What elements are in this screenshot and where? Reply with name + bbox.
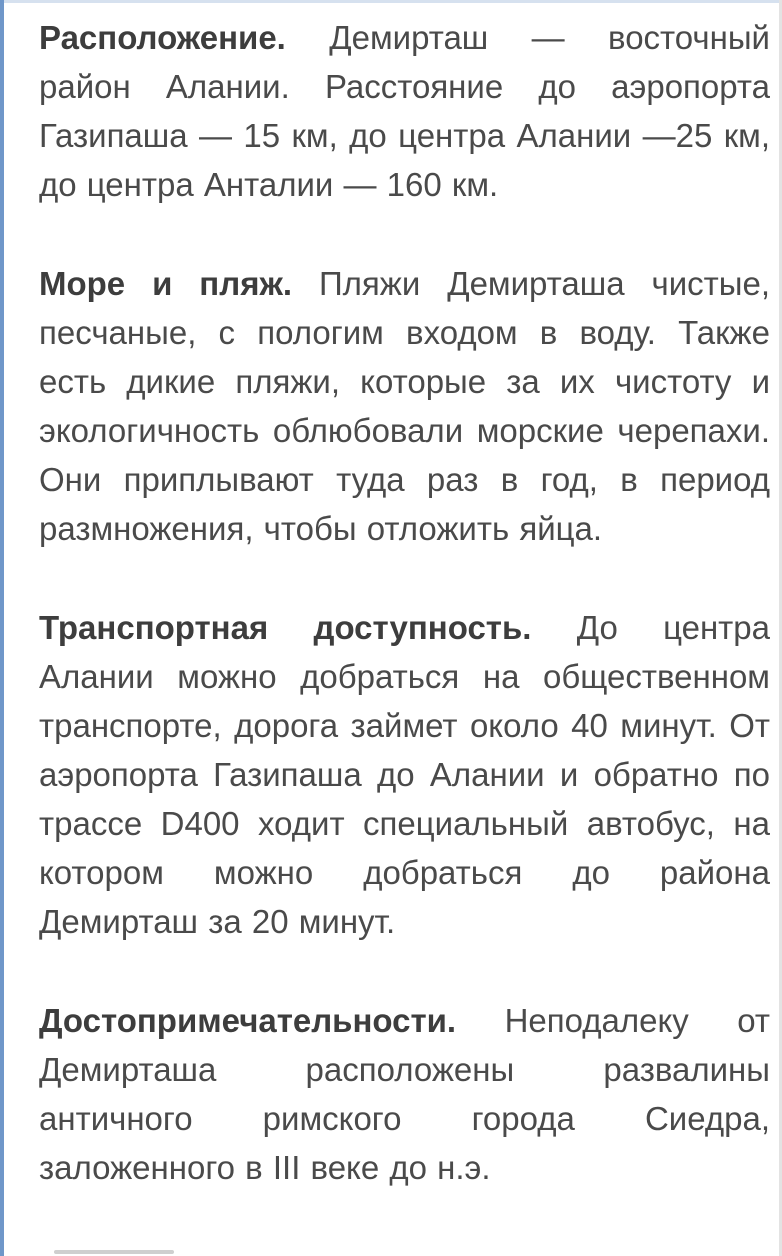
paragraph-text: До центра Алании можно добраться на общественном транспорте, дорога займет около 40 минут. От аэропорта Газипаша до Алании и обратно по трассе D400 ходит специальный автобус, на котором можно добраться до района Демирташ за 20 минут. [39, 609, 771, 940]
cut-off-next-line [54, 1240, 204, 1256]
paragraph-text: Пляжи Демирташа чистые, песчаные, с пологим входом в воду. Также есть дикие пляжи, которые за их чистоту и экологичность облюбовали морские черепахи. Они приплывают туда раз в год, в период размножения, чтобы отложить яйца. [39, 265, 771, 547]
paragraph-heading: Расположение. [39, 19, 286, 56]
paragraph-transport [39, 603, 770, 946]
top-border [0, 0, 782, 3]
paragraph-sights [39, 996, 770, 1192]
paragraph-heading: Достопримечательности. [39, 1002, 457, 1039]
paragraph-heading: Море и пляж. [39, 265, 293, 302]
paragraph-text: Неподалеку от Демирташа расположены развалины античного римского города Сиедра, заложенного в III веке до н.э. [39, 1002, 771, 1186]
paragraph-heading: Транспортная доступность. [39, 609, 532, 646]
paragraph-location [39, 13, 770, 209]
article-body [39, 13, 770, 1242]
paragraph-text: Демирташ — восточный район Алании. Расстояние до аэропорта Газипаша — 15 км, до центра Алании —25 км, до центра Анталии — 160 км. [39, 19, 770, 203]
paragraph-sea-and-beach [39, 259, 770, 553]
left-accent-border [0, 0, 4, 1256]
